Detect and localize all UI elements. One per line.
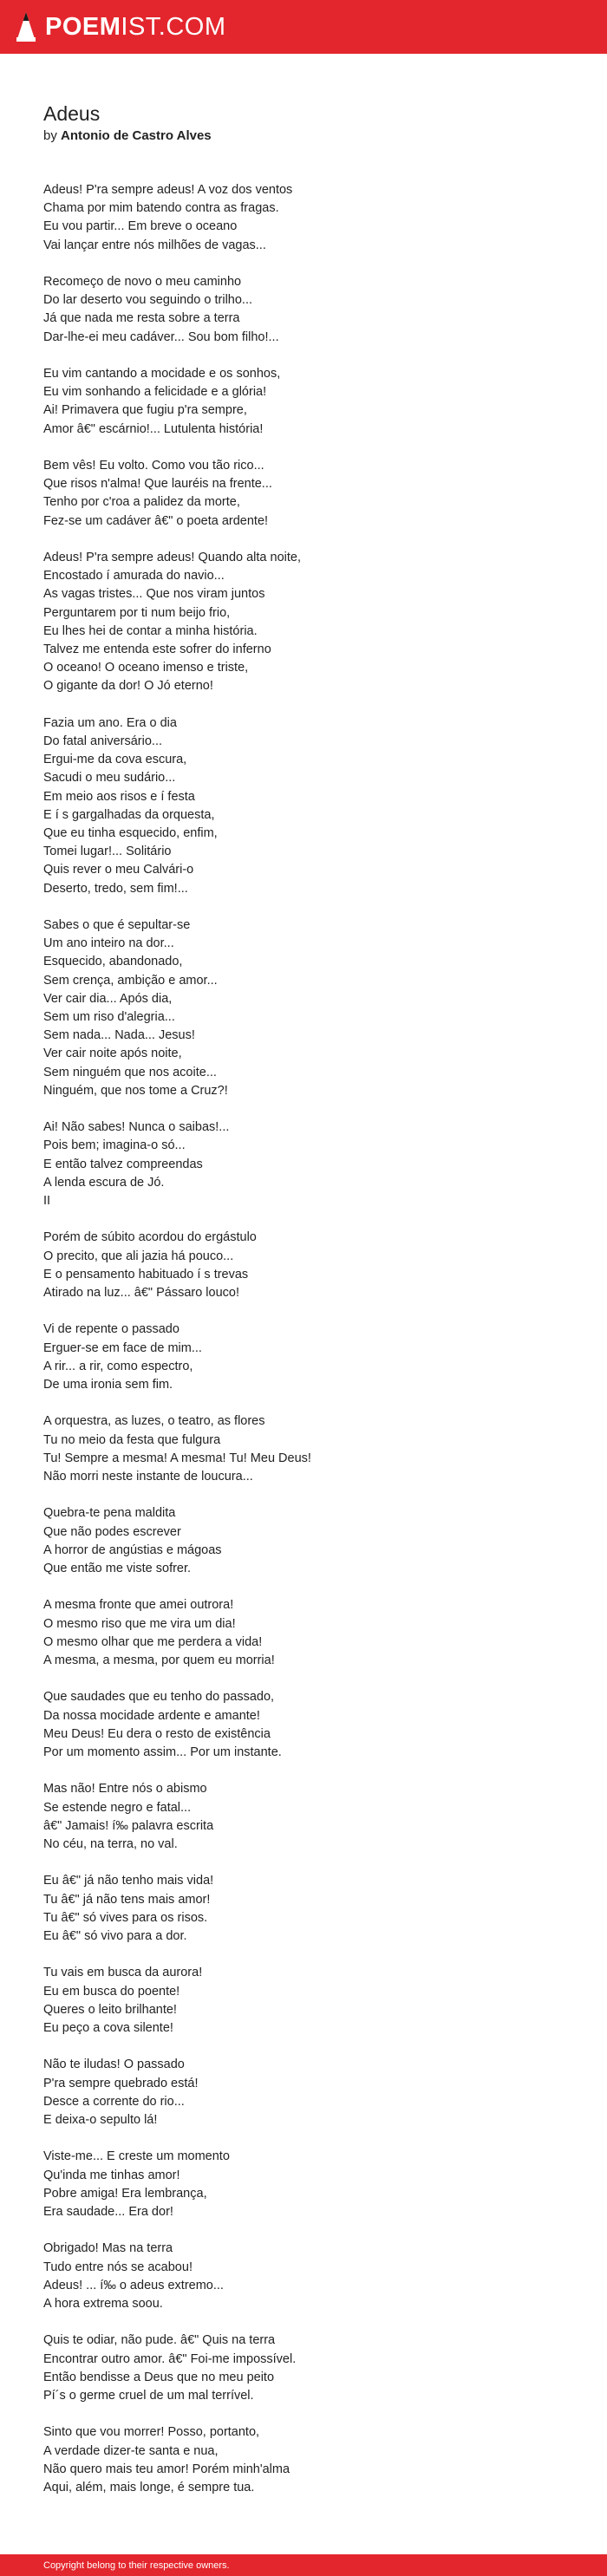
poem-stanza: [43, 1229, 564, 1302]
site-footer: [0, 2554, 607, 2576]
poem-line: Tu â€" já não tens mais amor!: [43, 1892, 211, 1907]
brand-name-bold: POEM: [45, 13, 121, 41]
poem-line: Sem ninguém que nos acoite...: [43, 1065, 217, 1079]
poem-line: Que então me viste sofrer.: [43, 1562, 192, 1576]
poem-stanza: [43, 916, 564, 1100]
poem-line: Queres o leito brilhante!: [43, 2002, 177, 2017]
poem-line: Eu vou partir... Em breve o oceano: [43, 219, 238, 234]
poem-stanza: [43, 2148, 564, 2221]
poem-line: A lenda escura de Jó.: [43, 1175, 165, 1190]
poem-stanza: [43, 2423, 564, 2497]
poem-line: Fez-se um cadáver â€" o poeta ardente!: [43, 513, 269, 528]
poem-line: Meu Deus! Eu dera o resto de existência: [43, 1726, 271, 1741]
poem-stanza: [43, 2056, 564, 2129]
poem-line: Sem um riso d'alegria...: [43, 1010, 175, 1025]
poem-line: Ai! Não sabes! Nunca o saibas!...: [43, 1120, 230, 1135]
poem-line: Por um momento assim... Por um instante.: [43, 1745, 282, 1760]
poem-line: Tudo entre nós se acabou!: [43, 2260, 193, 2274]
poem-line: Perguntarem por ti num beijo frio,: [43, 605, 231, 620]
poem-line: Eu vim sonhando a felicidade e a glória!: [43, 385, 267, 400]
poem-stanza: [43, 1872, 564, 1946]
poem-line: Erguer-se em face de mim...: [43, 1340, 202, 1355]
poem-line: Fazia um ano. Era o dia: [43, 715, 177, 730]
poem-line: Do lar deserto vou seguindo o trilho...: [43, 293, 252, 308]
poem-line: Talvez me entenda este sofrer do inferno: [43, 642, 271, 657]
poem-line: Do fatal aniversário...: [43, 734, 163, 749]
poem-stanza: [43, 1596, 564, 1670]
poem-stanza: [43, 714, 564, 898]
poem-line: Mas não! Entre nós o abismo: [43, 1782, 207, 1797]
brand-name-light: IST.COM: [121, 13, 226, 41]
poem-line: Quis rever o meu Calvári-o: [43, 863, 194, 877]
poem-line: Encostado í amurada do navio...: [43, 569, 225, 584]
poem-line: Porém de súbito acordou do ergástulo: [43, 1230, 257, 1245]
poem-line: Sabes o que é sepultar-se: [43, 918, 191, 933]
poem-line: Que não podes escrever: [43, 1524, 181, 1539]
poem-line: Eu vim cantando a mocidade e os sonhos,: [43, 367, 281, 381]
poem-line: Tu â€" só vives para os risos.: [43, 1910, 208, 1925]
poem-line: A mesma fronte que amei outrora!: [43, 1598, 234, 1613]
poem-line: Sacudi o meu sudário...: [43, 771, 176, 786]
poem-line: Já que nada me resta sobre a terra: [43, 311, 240, 326]
poem-line: E deixa-o sepulto lá!: [43, 2113, 158, 2128]
site-header: [0, 0, 607, 54]
poem-stanza: [43, 457, 564, 531]
byline-prefix: by: [43, 128, 57, 143]
poem-line: Vi de repente o passado: [43, 1322, 179, 1337]
poem-line: Eu â€" já não tenho mais vida!: [43, 1874, 214, 1888]
poem-line: Adeus! P'ra sempre adeus! Quando alta noite,: [43, 551, 301, 564]
poem-line: No céu, na terra, no val.: [43, 1837, 178, 1852]
poem-line: A hora extrema soou.: [43, 2297, 163, 2312]
poem-stanza: [43, 1964, 564, 2038]
poem-line: Viste-me... E creste um momento: [43, 2149, 230, 2164]
poem-line: A orquestra, as luzes, o teatro, as flores: [43, 1414, 265, 1429]
poem-stanza: [43, 2240, 564, 2313]
poem-line: Não te iludas! O passado: [43, 2058, 185, 2072]
poem-body: [43, 181, 564, 2497]
poem-stanza: [43, 365, 564, 439]
poem-line: P'ra sempre quebrado está!: [43, 2076, 199, 2090]
poem-line: O precito, que ali jazia há pouco...: [43, 1249, 234, 1263]
poem-line: Em meio aos risos e í festa: [43, 789, 195, 804]
poem-line: Um ano inteiro na dor...: [43, 936, 174, 951]
poem-line: O mesmo riso que me vira um dia!: [43, 1616, 236, 1631]
poem-line: Pí´s o germe cruel de um mal terrível.: [43, 2389, 254, 2403]
poem-line: Tomei lugar!... Solitário: [43, 845, 172, 859]
poem-line: Desce a corrente do rio...: [43, 2094, 185, 2109]
poem-line: O gigante da dor! O Jó eterno!: [43, 679, 213, 694]
poem-line: Que eu tinha esquecido, enfim,: [43, 826, 218, 841]
site-logo-text: [45, 10, 226, 43]
poem-stanza: [43, 1118, 564, 1210]
poem-line: Se estende negro e fatal...: [43, 1800, 192, 1815]
poem-line: Obrigado! Mas na terra: [43, 2241, 173, 2256]
poem-line: Atirado na luz... â€" Pássaro louco!: [43, 1286, 239, 1301]
poem-line: Ver cair dia... Após dia,: [43, 991, 173, 1006]
poem-line: Ver cair noite após noite,: [43, 1047, 182, 1061]
poem-stanza: [43, 2331, 564, 2405]
poem-line: Deserto, tredo, sem fim!...: [43, 881, 188, 896]
poem-line: Que saudades que eu tenho do passado,: [43, 1690, 275, 1705]
poem-article: [43, 101, 564, 2515]
poem-line: A verdade dizer-te santa e nua,: [43, 2443, 219, 2458]
poem-line: Sem crença, ambição e amor...: [43, 973, 218, 988]
poem-stanza: [43, 1504, 564, 1578]
poem-line: Não quero mais teu amor! Porém minh'alma: [43, 2462, 290, 2476]
poem-line: Aqui, além, mais longe, é sempre tua.: [43, 2481, 255, 2495]
poem-line: Encontrar outro amor. â€" Foi-me impossível.: [43, 2351, 297, 2366]
poem-line: Não morri neste instante de loucura...: [43, 1470, 253, 1484]
poem-stanza: [43, 549, 564, 696]
footer-copyright: Copyright belong to their respective owners.: [43, 2560, 230, 2571]
poem-line: E í s gargalhadas da orquesta,: [43, 807, 215, 822]
poem-stanza: [43, 1412, 564, 1486]
poem-line: Dar-lhe-ei meu cadáver... Sou bom filho!...: [43, 329, 279, 344]
poem-line: Pobre amiga! Era lembrança,: [43, 2186, 207, 2201]
poem-line: Eu lhes hei de contar a minha história.: [43, 623, 258, 638]
poem-line: Vai lançar entre nós milhões de vagas...: [43, 238, 266, 252]
poem-line: Amor â€" escárnio!... Lutulenta história!: [43, 421, 264, 436]
poem-stanza: [43, 1780, 564, 1854]
poem-line: Recomeço de novo o meu caminho: [43, 275, 242, 289]
poem-stanza: [43, 273, 564, 347]
poem-line: A horror de angústias e mágoas: [43, 1542, 222, 1557]
site-logo-link[interactable]: [16, 10, 226, 43]
poem-line: Sinto que vou morrer! Posso, portanto,: [43, 2425, 260, 2440]
poem-line: Que risos n'alma! Que lauréis na frente...: [43, 477, 272, 492]
poem-line: Tu! Sempre a mesma! A mesma! Tu! Meu Deus!: [43, 1451, 311, 1465]
poem-line: O oceano! O oceano imenso e triste,: [43, 661, 249, 675]
poem-line: Ninguém, que nos tome a Cruz?!: [43, 1083, 228, 1098]
poem-line: Bem vês! Eu volto. Como vou tão rico...: [43, 459, 264, 473]
poem-line: Tu vais em busca da aurora!: [43, 1966, 203, 1980]
poem-line: E o pensamento habituado í s trevas: [43, 1267, 249, 1281]
pencil-logo-icon: [16, 11, 36, 42]
poem-line: Eu em busca do poente!: [43, 1984, 180, 1999]
poem-line: Da nossa mocidade ardente e amante!: [43, 1708, 260, 1723]
poem-line: Tenho por c'roa a palidez da morte,: [43, 495, 240, 510]
poem-line: Eu peço a cova silente!: [43, 2021, 173, 2036]
author-link[interactable]: Antonio de Castro Alves: [61, 128, 212, 143]
poem-line: Eu â€" só vivo para a dor.: [43, 1929, 187, 1944]
poem-line: Tu no meio da festa que fulgura: [43, 1432, 221, 1447]
poem-line: As vagas tristes... Que nos viram juntos: [43, 587, 265, 602]
poem-line: Qu'inda me tinhas amor!: [43, 2168, 180, 2182]
poem-line: Adeus! P'ra sempre adeus! A voz dos ventos: [43, 183, 293, 197]
poem-line: Ergui-me da cova escura,: [43, 753, 187, 767]
poem-line: E então talvez compreendas: [43, 1157, 203, 1171]
poem-line: Sem nada... Nada... Jesus!: [43, 1028, 195, 1043]
poem-title: Adeus: [43, 102, 101, 125]
poem-line: Ai! Primavera que fugiu p'ra sempre,: [43, 403, 247, 418]
poem-stanza: [43, 181, 564, 255]
poem-line: Era saudade... Era dor!: [43, 2205, 173, 2220]
poem-line: A rir... a rir, como espectro,: [43, 1359, 193, 1373]
poem-stanza: [43, 1321, 564, 1394]
poem-stanza: [43, 1688, 564, 1762]
poem-line: Adeus! ... í‰ o adeus extremo...: [43, 2278, 224, 2292]
poem-line: Quis te odiar, não pude. â€" Quis na terra: [43, 2333, 276, 2348]
poem-line: Então bendisse a Deus que no meu peito: [43, 2370, 275, 2384]
poem-line: Pois bem; imagina-o só...: [43, 1138, 186, 1153]
poem-byline: [43, 127, 564, 145]
poem-line: Chama por mim batendo contra as fragas.: [43, 201, 279, 216]
poem-line: A mesma, a mesma, por quem eu morria!: [43, 1653, 275, 1668]
poem-line: II: [43, 1194, 51, 1209]
poem-line: â€" Jamais! í‰ palavra escrita: [43, 1818, 214, 1833]
poem-line: De uma ironia sem fim.: [43, 1378, 173, 1392]
poem-line: O mesmo olhar que me perdera a vida!: [43, 1634, 263, 1649]
poem-line: Quebra-te pena maldita: [43, 1506, 176, 1521]
poem-line: Esquecido, abandonado,: [43, 955, 183, 969]
